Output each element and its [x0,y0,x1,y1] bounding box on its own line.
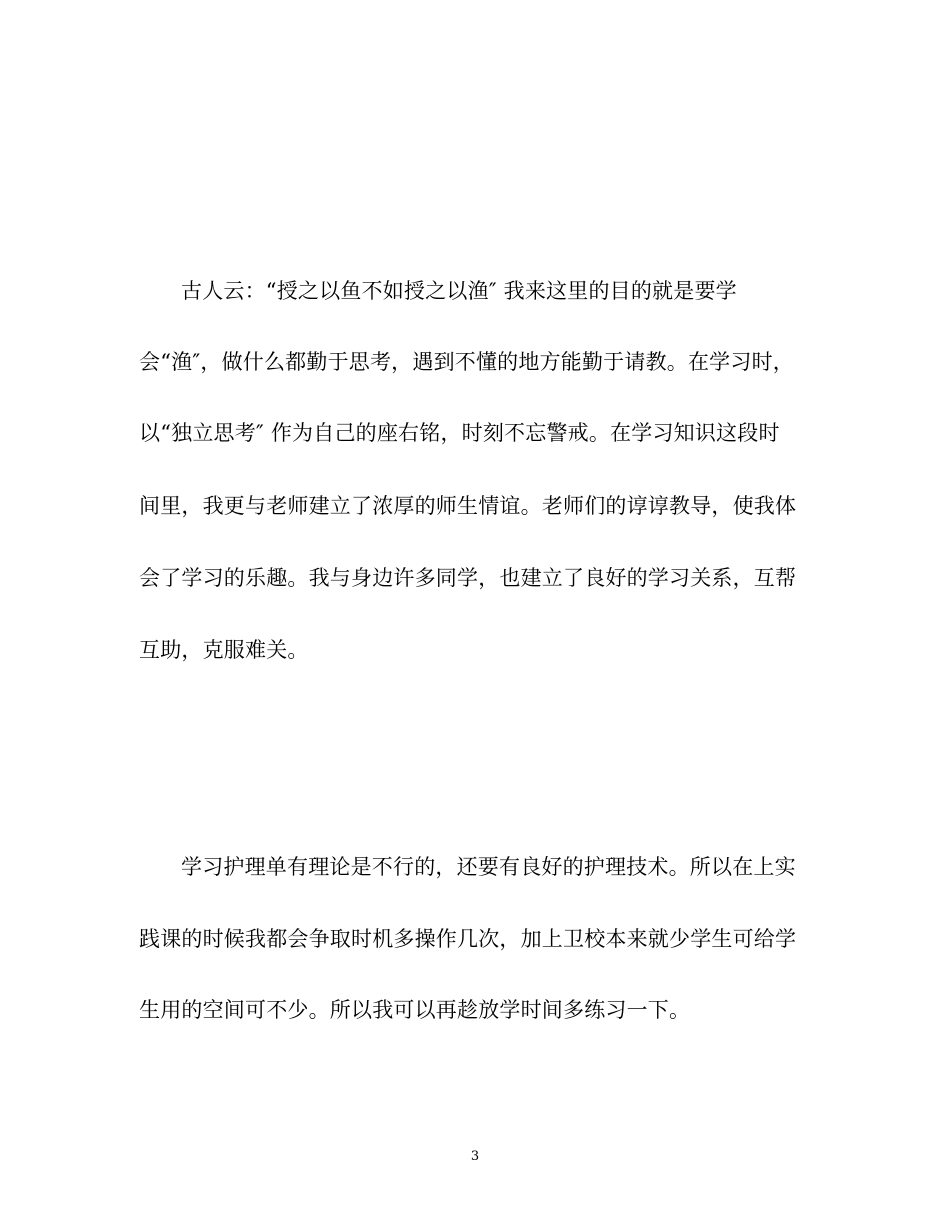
paragraph-line: 会“渔″，做什么都勤于思考，遇到不懂的地方能勤于请教。在学习时， [139,350,794,374]
paragraph-line: 生用的空间可不少。所以我可以再趁放学时间多练习一下。 [139,998,691,1022]
paragraph-line: 会了学习的乐趣。我与身边许多同学，也建立了良好的学习关系，互帮 [139,566,797,590]
paragraph-line: 践课的时候我都会争取时机多操作几次，加上卫校本来就少学生可给学 [139,927,797,951]
paragraph-line: 以“独立思考″ 作为自己的座右铭，时刻不忘警戒。在学习知识这段时 [139,421,780,445]
paragraph-line: 互助，克服难关。 [139,638,309,662]
paragraph-line: 学习护理单有理论是不行的，还要有良好的护理技术。所以在上实 [181,855,796,879]
paragraph-line: 古人云：“授之以鱼不如授之以渔″ 我来这里的目的就是要学 [181,279,737,303]
page-number: 3 [470,1149,480,1164]
paragraph-line: 间里，我更与老师建立了浓厚的师生情谊。老师们的谆谆教导，使我体 [139,494,797,518]
